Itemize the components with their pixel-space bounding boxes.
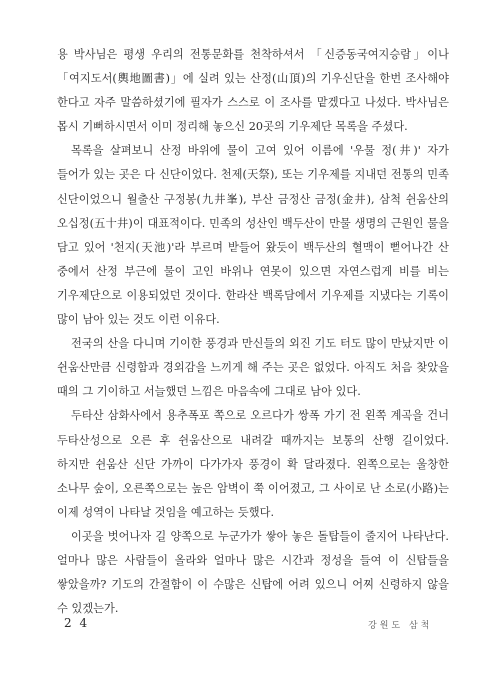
running-title: 강원도 삼척 — [368, 621, 433, 631]
paragraph-1: 용 박사님은 평생 우리의 전통문화를 천착하셔서 「신증동국여지승람」이나 「여지도서(輿地圖書)」에 실려 있는 산정(山頂)의 기우신단을 한번 조사해야 한다고 자주 말씀하셨기에 필자가 스스로 이 조사를 맡겠다고 나섰다. 박사님은 몹시 기뻐하시면서 이미 정리해 놓으신 20곳의 기우제단 목록을 주셨다. — [57, 48, 449, 134]
paragraph-5: 이곳을 벗어나자 길 양쪽으로 누군가가 쌓아 놓은 돌탑들이 줄지어 나타난다. 얼마나 많은 사람들이 올라와 얼마나 많은 시간과 정성을 들여 이 신탑들을 쌓았을까? 기도의 간절함이 이 수많은 신탑에 어려 있으니 어찌 신령하지 않을 수 있겠는가. — [57, 529, 449, 616]
paragraph-3: 전국의 산을 다니며 기이한 풍경과 만신들의 외진 기도 터도 많이 만났지만 이 쉰움산만큼 신령함과 경외감을 느끼게 해 주는 곳은 없었다. 아직도 처음 찾았을 때의 그 기이하고 서늘했던 느낌은 마음속에 그대로 남아 있다. — [57, 337, 449, 399]
paragraph-2: 목록을 살펴보니 산정 바위에 물이 고여 있어 이름에 '우물 정(井)' 자가 들어가 있는 곳은 다 신단이었다. 천제(天祭), 또는 기우제를 지내던 전통의 민족 신단이었으니 월출산 구정봉(九井峯), 부산 금정산 금정(金井), 삼척 쉰움산의 오십정(五十井)이 대표적이다. 민족의 성산인 백두산이 만물 생명의 근원인 물을 담고 있어 '천지(天池)'라 부르며 받들어 왔듯이 백두산의 혈맥이 뻗어나간 산 중에서 산정 부근에 물이 고인 바위나 연못이 있으면 자연스럽게 비를 비는 기우제단으로 이용되었던 것이다. 한라산 백록담에서 기우제를 지냈다는 기록이 많이 남아 있는 것도 이런 이유다. — [57, 144, 449, 327]
page-number: 2 4 — [64, 616, 90, 630]
paragraph-4: 두타산 삼화사에서 용추폭포 쪽으로 오르다가 쌍폭 가기 전 왼쪽 계곡을 건너 두타산성으로 오른 후 쉰움산으로 내려갈 때까지는 보통의 산행 길이었다. 하지만 쉰움산 신단 가까이 다가가자 풍경이 확 달라졌다. 왼쪽으로는 울창한 소나무 숲이, 오른쪽으로는 높은 암벽이 쭉 이어졌고, 그 사이로 난 소로(小路)는 이제 성역이 나타날 것임을 예고하는 듯했다. — [57, 409, 449, 519]
body-text — [57, 43, 449, 621]
